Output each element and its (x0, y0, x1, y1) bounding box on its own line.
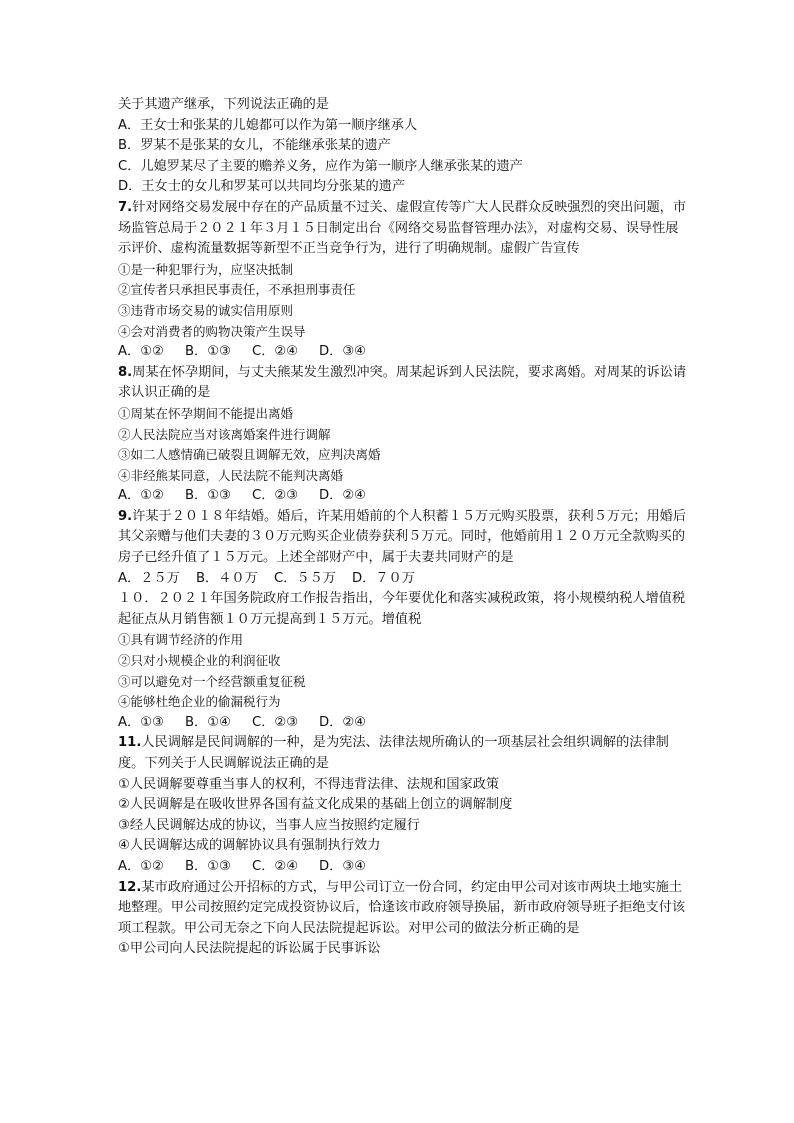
question-7-item-1: ①是一种犯罪行为，应坚决抵制 (118, 261, 294, 277)
question-9-stem-text: 许某于２０１８年结婚。婚后，许某用婚前的个人积蓄１５万元购买股票，获利５万元；用婚后其父亲赠与他们夫妻的３０万元购买企业债券获利５万元。同时，他婚前用１２０万元全款购买的房子已经升值了１５万元。上述全部财产中，属于夫妻共同财产的是 (118, 508, 687, 566)
question-6-option-d: D．王女士的女儿和罗某可以共同均分张某的遗产 (118, 179, 406, 195)
question-11-stem-text: 人民调解是民间调解的一种，是为宪法、法律法规所确认的一项基层社会组织调解的法律制度。下列关于人民调解说法正确的是 (118, 735, 669, 771)
question-10-choices (118, 713, 688, 734)
question-10-item-3: ③可以避免对一个经营额重复征税 (118, 673, 306, 689)
question-7-item-4: ④会对消费者的购物决策产生误导 (118, 323, 306, 339)
question-9-choice-c: C．５５万 (274, 570, 336, 586)
question-7-item-3: ③违背市场交易的诚实信用原则 (118, 302, 294, 318)
question-8-item-3: ③如二人感情确已破裂且调解无效，应判决离婚 (118, 447, 381, 463)
question-10-item-2: ②只对小规模企业的利润征收 (118, 653, 281, 669)
question-11-choices (118, 857, 688, 878)
question-10-choice-b: B．①④ (185, 714, 231, 730)
question-9-number: 9. (118, 508, 133, 524)
question-7-stem (118, 198, 688, 260)
question-10-choice-d: D．②④ (319, 714, 366, 730)
question-11-item-2: ②人民调解是在吸收世界各国有益文化成果的基础上创立的调解制度 (118, 797, 513, 813)
question-11-item-1: ①人民调解要尊重当事人的权利，不得违背法律、法规和国家政策 (118, 776, 500, 792)
question-9-choices (118, 569, 688, 590)
question-11-choice-c: C．②④ (252, 858, 299, 874)
question-7-stem-text: 针对网络交易发展中存在的产品质量不过关、虚假宣传等广大人民群众反映强烈的突出问题，市场监管总局于２０２１年３月１５日制定出台《网络交易监督管理办法》，对虚构交易、误导性展示评价、虚构流量数据等新型不正当竞争行为，进行了明确规制。虚假广告宣传 (118, 199, 687, 257)
question-8-choice-d: D．②④ (319, 488, 366, 504)
question-7-item-2: ②宣传者只承担民事责任，不承担刑事责任 (118, 282, 356, 298)
question-7-number: 7. (118, 199, 133, 215)
question-11-choice-d: D．③④ (319, 858, 366, 874)
question-12-stem-text: 某市政府通过公开招标的方式，与甲公司订立一份合同，约定由甲公司对该市两块土地实施土地整理。甲公司按照约定完成投资协议后，恰逢该市政府领导换届，新市政府领导班子拒绝支付该项工程款。甲公司无奈之下向人民法院提起诉讼。对甲公司的做法分析正确的是 (118, 879, 686, 936)
exam-page (118, 95, 688, 960)
question-6-option-b: B．罗某不是张某的女儿，不能继承张某的遗产 (118, 138, 391, 154)
question-8-number: 8. (118, 364, 133, 380)
question-7-choice-a: A．①② (118, 344, 164, 360)
question-8-item-4: ④非经熊某同意，人民法院不能判决离婚 (118, 467, 344, 483)
question-10-stem-text: ２０２１年国务院政府工作报告指出，今年要优化和落实减税政策，将小规模纳税人增值税起征点从月销售额１０万元提高到１５万元。增值税 (118, 591, 686, 627)
question-12-stem (118, 878, 688, 940)
question-12-number: 12. (118, 879, 142, 895)
question-10-choice-c: C．②③ (252, 714, 299, 730)
question-11-choice-b: B．①③ (185, 858, 231, 874)
question-8-item-2: ②人民法院应当对该离婚案件进行调解 (118, 426, 331, 442)
question-7-choice-c: C．②④ (252, 344, 299, 360)
question-8-stem (118, 363, 688, 404)
question-10 (118, 589, 688, 733)
question-8-choice-c: C．②③ (252, 488, 299, 504)
question-8-stem-text: 周某在怀孕期间，与丈夫熊某发生激烈冲突。周某起诉到人民法院，要求离婚。对周某的诉讼请求认识正确的是 (118, 364, 687, 401)
question-6-option-c: C．儿媳罗某尽了主要的赡养义务，应作为第一顺序人继承张某的遗产 (118, 158, 523, 174)
question-11-stem (118, 733, 688, 774)
question-10-item-1: ①具有调节经济的作用 (118, 632, 244, 648)
question-8-item-1: ①周某在怀孕期间不能提出离婚 (118, 405, 294, 421)
question-6-option-a: A．王女士和张某的儿媳都可以作为第一顺序继承人 (118, 117, 418, 133)
question-11 (118, 733, 688, 877)
question-9-choice-a: A．２５万 (118, 570, 180, 586)
question-8 (118, 363, 688, 507)
question-12 (118, 878, 688, 960)
question-10-stem (118, 589, 688, 630)
question-11-number: 11. (118, 735, 142, 751)
question-10-choice-a: A．①③ (118, 714, 164, 730)
question-8-choices (118, 486, 688, 507)
question-7-choice-b: B．①③ (185, 344, 231, 360)
question-7 (118, 198, 688, 363)
question-10-number: １０． (118, 591, 158, 607)
question-8-choice-b: B．①③ (185, 488, 231, 504)
question-11-item-3: ③经人民调解达成的协议，当事人应当按照约定履行 (118, 817, 420, 833)
question-7-choice-d: D．③④ (319, 344, 366, 360)
question-9 (118, 507, 688, 589)
question-10-item-4: ④能够杜绝企业的偷漏税行为 (118, 694, 281, 710)
question-11-item-4: ④人民调解达成的调解协议具有强制执行效力 (118, 838, 381, 854)
question-6-stem-tail: 关于其遗产继承，下列说法正确的是 (118, 97, 329, 112)
question-8-choice-a: A．①② (118, 488, 164, 504)
question-9-choice-b: B．４０万 (196, 570, 258, 586)
question-9-stem (118, 507, 688, 569)
question-11-choice-a: A．①② (118, 858, 164, 874)
question-9-choice-d: D．７０万 (352, 570, 415, 586)
question-7-choices (118, 342, 688, 363)
question-12-item-1: ①甲公司向人民法院提起的诉讼属于民事诉讼 (118, 941, 381, 957)
question-6 (118, 95, 688, 198)
